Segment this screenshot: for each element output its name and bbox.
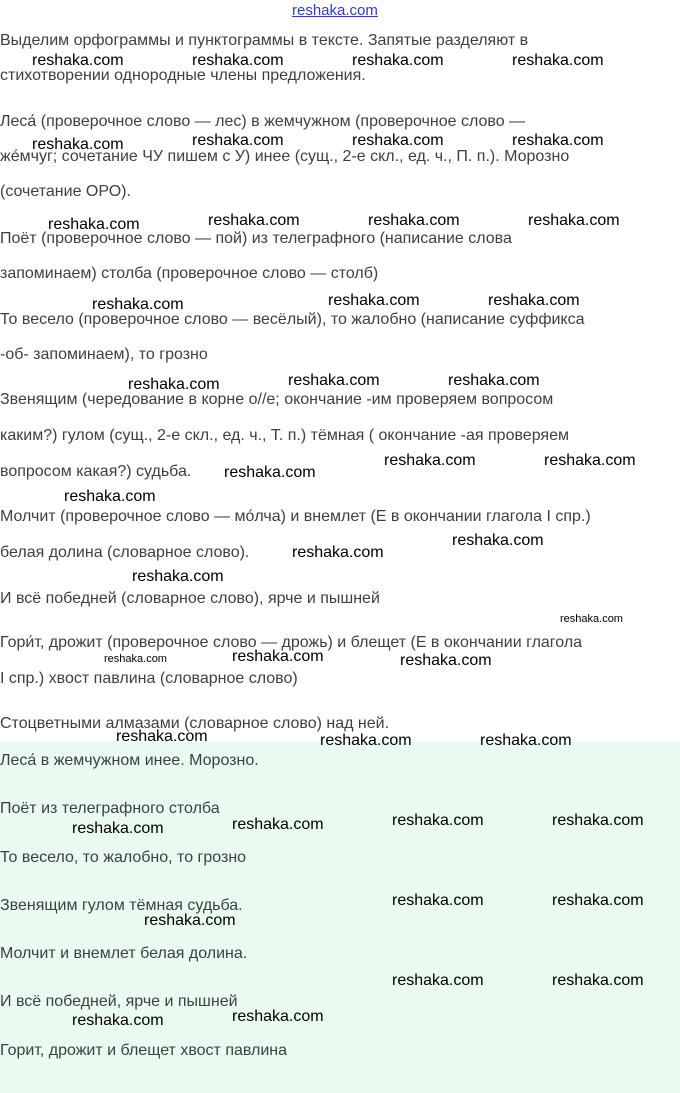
watermark: reshaka.com <box>72 820 164 837</box>
explanation-line: -об- запоминаем), то грозно <box>0 346 208 363</box>
explanation-line: Молчит (проверочное слово — мóлча) и внемлет (Е в окончании глагола I спр.) <box>0 508 591 525</box>
watermark: reshaka.com <box>452 532 544 549</box>
explanation-line: Леса́ (проверочное слово — лес) в жемчужном (проверочное слово — <box>0 113 526 130</box>
intro-line-2: стихотворении однородные члены предложения. <box>0 67 366 84</box>
explanation-line: I спр.) хвост павлина (словарное слово) <box>0 670 298 687</box>
poem-line: Поёт из телеграфного столба <box>0 800 220 817</box>
watermark: reshaka.com <box>208 212 300 229</box>
explanation-line: каким?) гулом (сущ., 2-е скл., ед. ч., Т. п.) тёмная ( окончание -ая проверяем <box>0 427 569 444</box>
watermark: reshaka.com <box>92 296 184 313</box>
watermark: reshaka.com <box>552 972 644 989</box>
watermark: reshaka.com <box>544 452 636 469</box>
explanation-line: Звенящим (чередование в корне о//е; окончание -им проверяем вопросом <box>0 391 554 408</box>
watermark: reshaka.com <box>104 653 167 665</box>
watermark: reshaka.com <box>392 892 484 909</box>
explanation-line: запоминаем) столба (проверочное слово — столб) <box>0 265 379 282</box>
watermark: reshaka.com <box>192 52 284 69</box>
watermark: reshaka.com <box>480 732 572 749</box>
watermark: reshaka.com <box>64 488 156 505</box>
poem-line: Леса́ в жемчужном инее. Морозно. <box>0 752 259 769</box>
watermark: reshaka.com <box>32 136 124 153</box>
poem-line: Звенящим гулом тёмная судьба. <box>0 897 243 914</box>
watermark: reshaka.com <box>512 132 604 149</box>
explanation-line: вопросом какая?) судьба. <box>0 463 192 480</box>
watermark: reshaka.com <box>352 132 444 149</box>
explanation-line: То весело (проверочное слово — весёлый), то жалобно (написание суффикса <box>0 311 585 328</box>
explanation-line: (сочетание ОРО). <box>0 183 131 200</box>
watermark: reshaka.com <box>32 52 124 69</box>
watermark: reshaka.com <box>320 732 412 749</box>
explanation-line: Поёт (проверочное слово — пой) из телеграфного (написание слова <box>0 230 512 247</box>
watermark: reshaka.com <box>352 52 444 69</box>
watermark: reshaka.com <box>128 376 220 393</box>
explanation-line: жéмчуг; сочетание ЧУ пишем с У) инее (сущ., 2-е скл., ед. ч., П. п.). Морозно <box>0 148 570 165</box>
watermark: reshaka.com <box>232 816 324 833</box>
poem-line: Молчит и внемлет белая долина. <box>0 945 248 962</box>
explanation-line: Гори́т, дрожит (проверочное слово — дрожь) и блещет (Е в окончании глагола <box>0 634 583 651</box>
site-link[interactable]: reshaka.com <box>292 2 378 19</box>
watermark: reshaka.com <box>552 892 644 909</box>
watermark: reshaka.com <box>512 52 604 69</box>
watermark: reshaka.com <box>392 812 484 829</box>
watermark: reshaka.com <box>288 372 380 389</box>
watermark: reshaka.com <box>116 728 208 745</box>
explanation-line: И всё победней (словарное слово), ярче и пышней <box>0 590 380 607</box>
explanation-line: белая долина (словарное слово). <box>0 544 250 561</box>
watermark: reshaka.com <box>224 464 316 481</box>
poem-line: То весело, то жалобно, то грозно <box>0 849 247 866</box>
watermark: reshaka.com <box>448 372 540 389</box>
poem-line: И всё победней, ярче и пышней <box>0 993 238 1010</box>
watermark: reshaka.com <box>192 132 284 149</box>
intro-line-1: Выделим орфограммы и пунктограммы в тексте. Запятые разделяют в <box>0 32 529 49</box>
watermark: reshaka.com <box>392 972 484 989</box>
watermark: reshaka.com <box>384 452 476 469</box>
watermark: reshaka.com <box>368 212 460 229</box>
watermark: reshaka.com <box>144 912 236 929</box>
watermark: reshaka.com <box>528 212 620 229</box>
poem-line: Горит, дрожит и блещет хвост павлина <box>0 1042 288 1059</box>
watermark: reshaka.com <box>328 292 420 309</box>
watermark: reshaka.com <box>72 1012 164 1029</box>
watermark: reshaka.com <box>232 1008 324 1025</box>
watermark: reshaka.com <box>132 568 224 585</box>
watermark: reshaka.com <box>552 812 644 829</box>
watermark: reshaka.com <box>488 292 580 309</box>
watermark: reshaka.com <box>48 216 140 233</box>
poem-block <box>0 742 680 1093</box>
watermark: reshaka.com <box>292 544 384 561</box>
watermark: reshaka.com <box>560 613 623 625</box>
watermark: reshaka.com <box>232 648 324 665</box>
explanation-line: Стоцветными алмазами (словарное слово) над ней. <box>0 715 390 732</box>
watermark: reshaka.com <box>400 652 492 669</box>
